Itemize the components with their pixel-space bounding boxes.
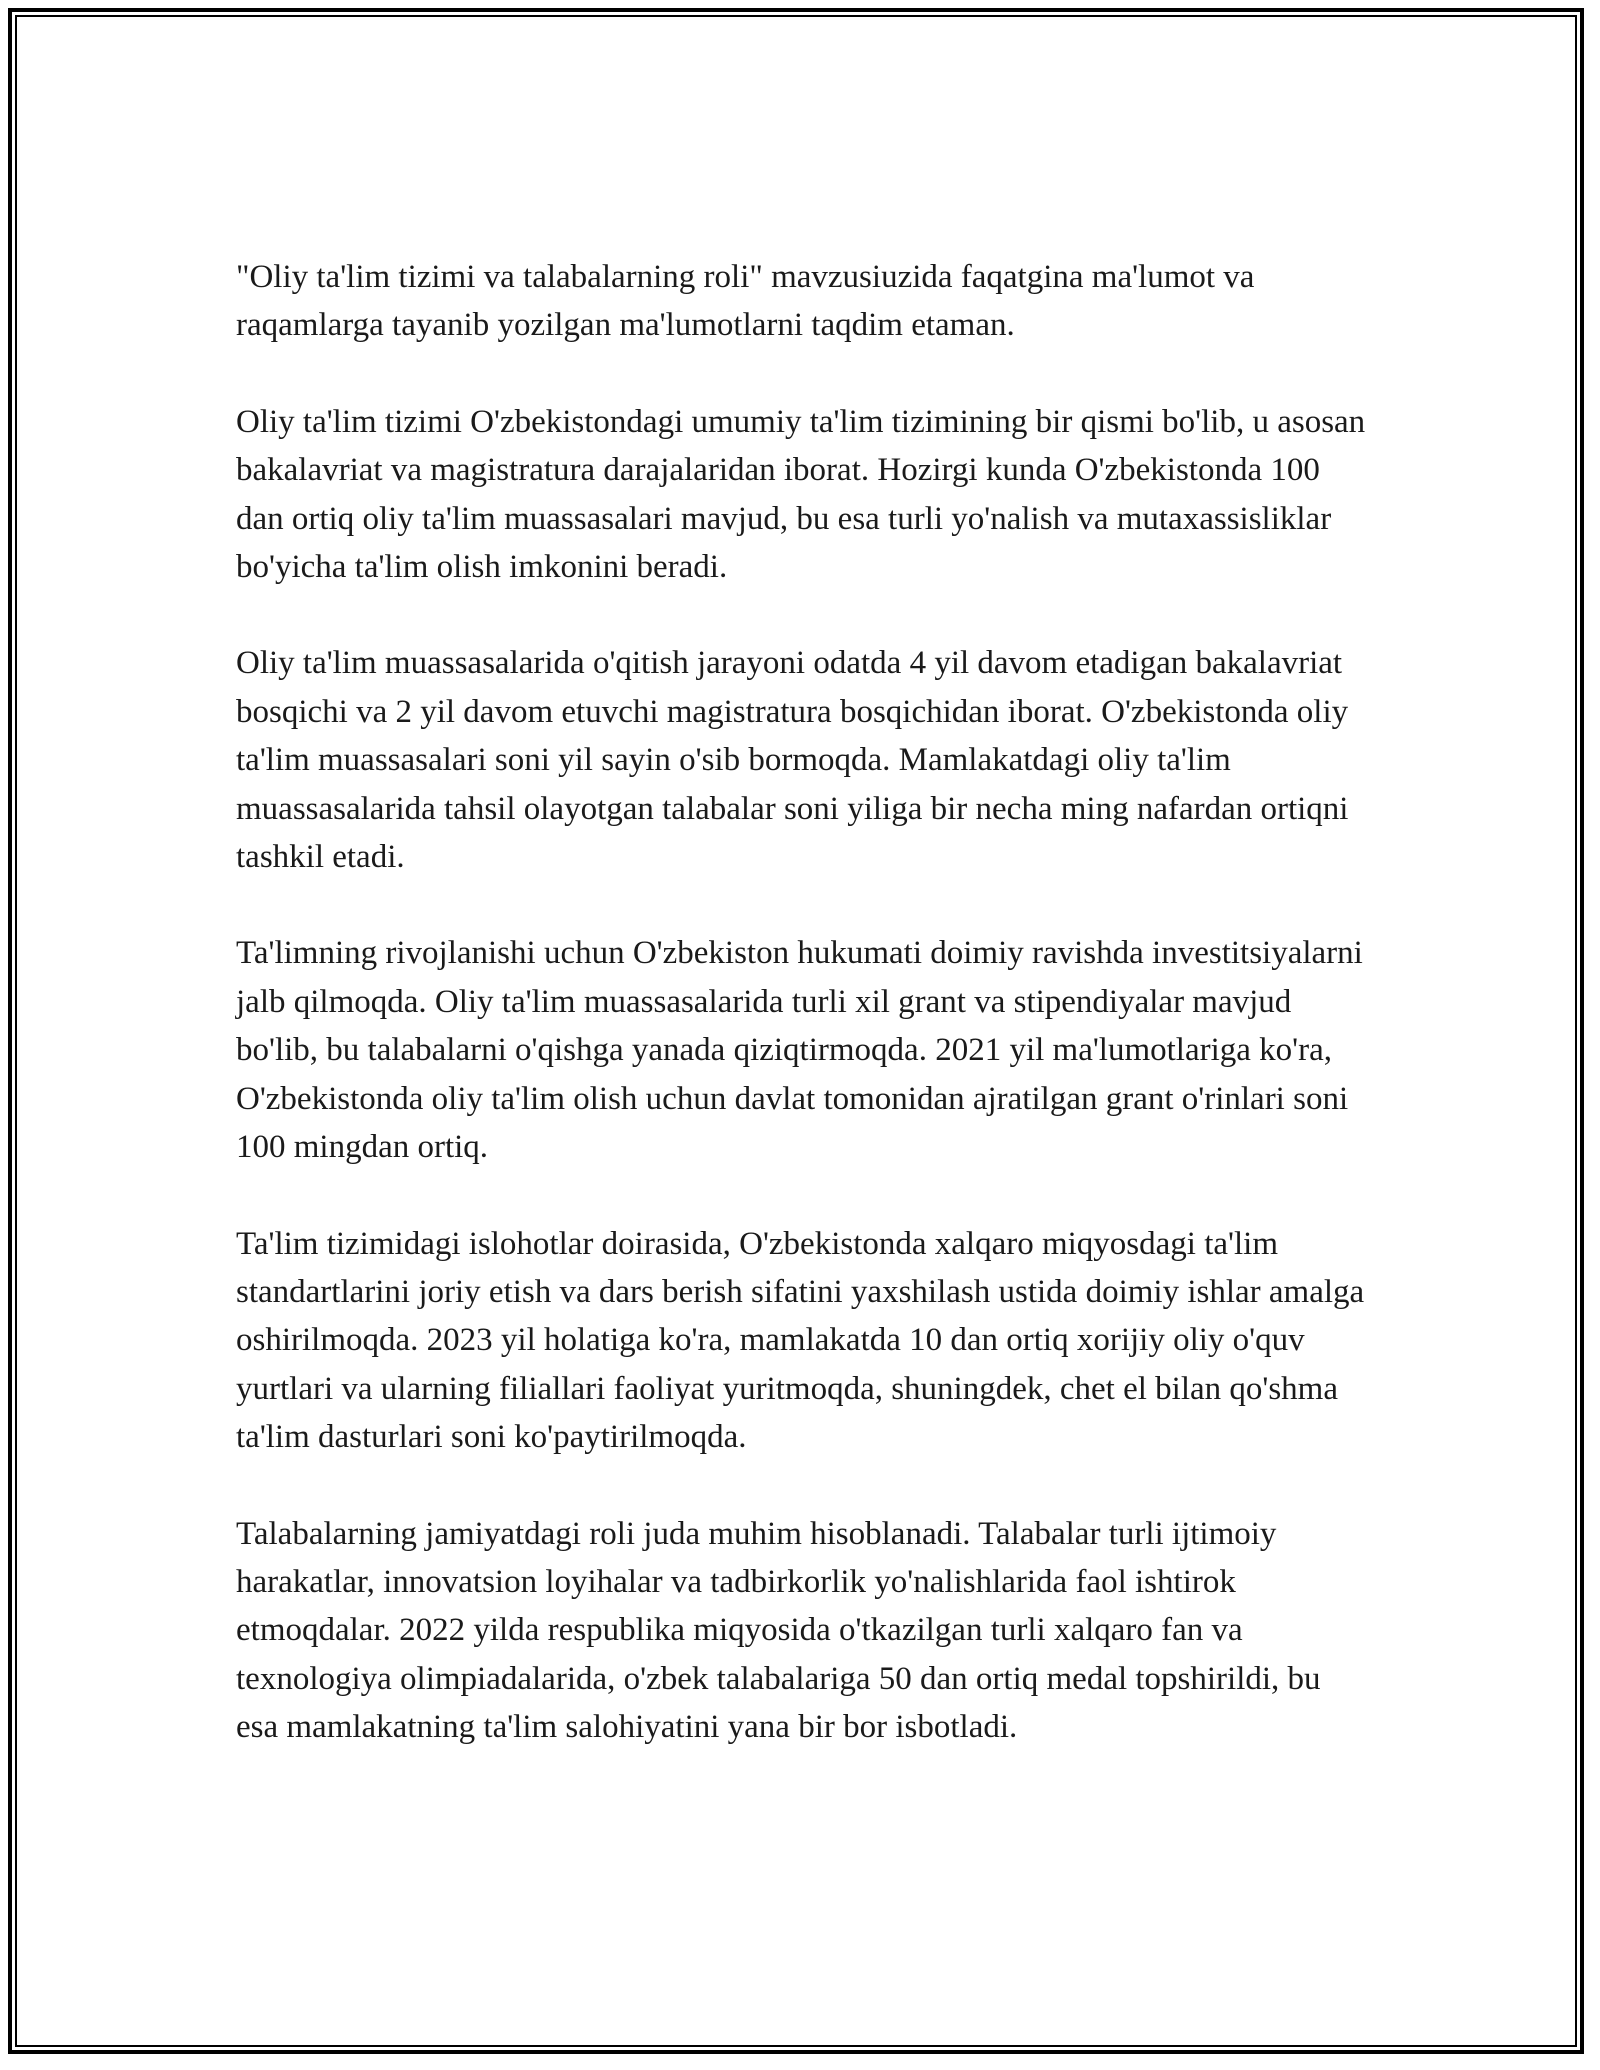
paragraph-investments-grants: Ta'limning rivojlanishi uchun O'zbekiston hukumati doimiy ravishda investitsiyalarni jalb qilmoqda. Oliy ta'lim muassasalarida turli xil grant va stipendiyalar mavjud bo'lib, bu talabalarni o'qishga yanada qiziqtirmoqda. 2021 yil ma'lumotlariga ko'ra, O'zbekistonda oliy ta'lim olish uchun davlat tomonidan ajratilgan grant o'rinlari soni 100 mingdan ortiq. (236, 935, 1363, 1166)
paragraph-intro: "Oliy ta'lim tizimi va talabalarning roli" mavzusiuzida faqatgina ma'lumot va raqamlarga tayanib yozilgan ma'lumotlarni taqdim etaman. (236, 259, 1255, 344)
document-body (236, 253, 1366, 1752)
paragraph-higher-education-system: Oliy ta'lim tizimi O'zbekistondagi umumiy ta'lim tizimining bir qismi bo'lib, u asosan bakalavriat va magistratura darajalaridan iborat. Hozirgi kunda O'zbekistonda 100 dan ortiq oliy ta'lim muassasalari mavjud, bu esa turli yo'nalish va mutaxassisliklar bo'yicha ta'lim olish imkonini beradi. (236, 403, 1366, 586)
paragraph-student-role: Talabalarning jamiyatdagi roli juda muhim hisoblanadi. Talabalar turli ijtimoiy harakatlar, innovatsion loyihalar va tadbirkorlik yo'nalishlarida faol ishtirok etmoqdalar. 2022 yilda respublika miqyosida o'tkazilgan turli xalqaro fan va texnologiya olimpiadalarida, o'zbek talabalariga 50 dan ortiq medal topshirildi, bu esa mamlakatning ta'lim salohiyatini yana bir bor isbotladi. (236, 1515, 1321, 1746)
paragraph-study-process: Oliy ta'lim muassasalarida o'qitish jarayoni odatda 4 yil davom etadigan bakalavriat bosqichi va 2 yil davom etuvchi magistratura bosqichidan iborat. O'zbekistonda oliy ta'lim muassasalari soni yil sayin o'sib bormoqda. Mamlakatdagi oliy ta'lim muassasalarida tahsil olayotgan talabalar soni yiliga bir necha ming nafardan ortiqni tashkil etadi. (236, 645, 1349, 876)
paragraph-reforms: Ta'lim tizimidagi islohotlar doirasida, O'zbekistonda xalqaro miqyosdagi ta'lim standartlarini joriy etish va dars berish sifatini yaxshilash ustida doimiy ishlar amalga oshirilmoqda. 2023 yil holatiga ko'ra, mamlakatda 10 dan ortiq xorijiy oliy o'quv yurtlari va ularning filiallari faoliyat yuritmoqda, shuningdek, chet el bilan qo'shma ta'lim dasturlari soni ko'paytirilmoqda. (236, 1225, 1365, 1456)
